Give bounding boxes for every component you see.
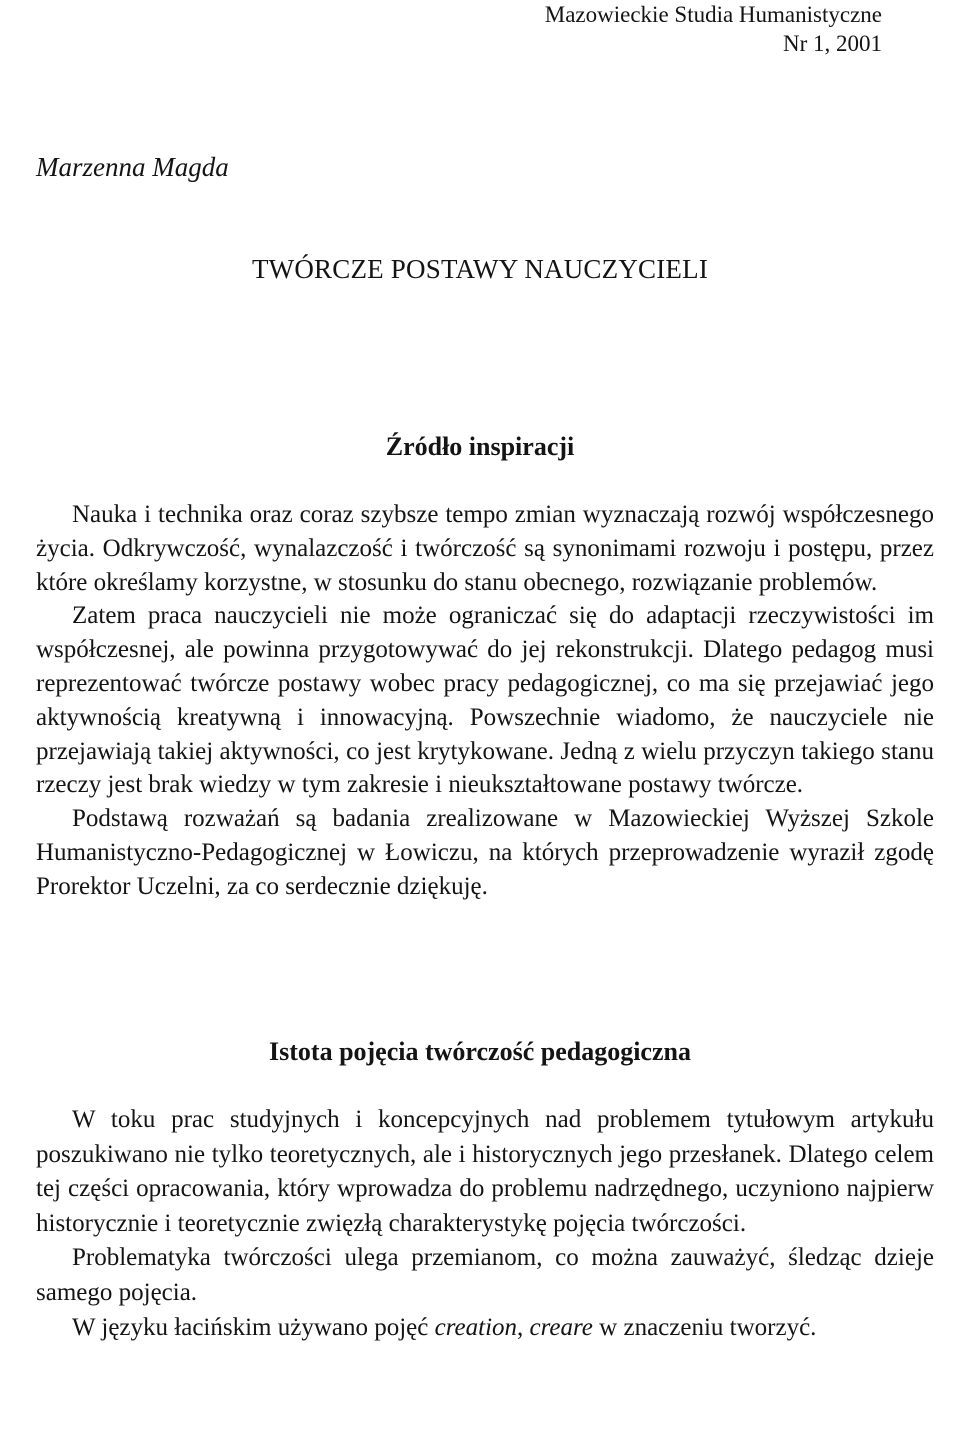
- text-span: W języku łacińskim używano pojęć: [72, 1313, 435, 1341]
- section-heading-inspiration: Źródło inspiracji: [385, 432, 575, 461]
- paragraph: Nauka i technika oraz coraz szybsze tempo zmian wyznaczają rozwój współczesnego życia. Odkrywczość, wynalazczość i twórczość są synonimami rozwoju i postępu, przez które określamy korzystne, w stosunku do stanu obecnego, rozwiązanie problemów.: [36, 501, 934, 596]
- text-span: w znaczeniu tworzyć.: [592, 1313, 817, 1341]
- paragraph: Podstawą rozważań są badania zrealizowane w Mazowieckiej Wyższej Szkole Humanistyczno-Pedagogicznej w Łowiczu, na których przeprowadzenie wyraził zgodę Prorektor Uczelni, za co serdecznie dziękuję.: [36, 805, 934, 900]
- paragraph-latin-terms: [36, 1311, 934, 1346]
- latin-term: creare: [529, 1313, 593, 1341]
- latin-term: creation: [434, 1313, 518, 1341]
- paragraph: Problematyka twórczości ulega przemianom, co można zauważyć, śledząc dzieje samego pojęcia.: [36, 1244, 934, 1306]
- journal-name: Mazowieckie Studia Humanistyczne: [544, 2, 882, 27]
- section-body-essence: [36, 1103, 934, 1345]
- paragraph: W toku prac studyjnych i koncepcyjnych nad problemem tytułowym artykułu poszukiwano nie tylko teoretycznych, ale i historycznych jego przesłanek. Dlatego celem tej części opracowania, który wprowadza do problemu nadrzędnego, uczyniono najpierw historycznie i teoretycznie zwięzłą charakterystykę pojęcia twórczości.: [36, 1106, 934, 1237]
- section-body-inspiration: [36, 498, 934, 904]
- article-author: Marzenna Magda: [36, 152, 229, 182]
- journal-issue: Nr 1, 2001: [782, 31, 882, 56]
- journal-header: [545, 0, 882, 58]
- paragraph: Zatem praca nauczycieli nie może ograniczać się do adaptacji rzeczywistości im współczesnej, ale powinna przygotowywać do jej rekonstrukcji. Dlatego pedagog musi reprezentować twórcze postawy wobec pracy pedagogicznej, co ma się przejawiać jego aktywnością kreatywną i innowacyjną. Powszechnie wiadomo, że nauczyciele nie przejawiają takiej aktywności, co jest krytykowane. Jedną z wielu przyczyn takiego stanu rzeczy jest brak wiedzy w tym zakresie i nieukształtowane postawy twórcze.: [36, 602, 934, 799]
- text-span: ,: [517, 1313, 530, 1341]
- section-heading-essence: Istota pojęcia twórczość pedagogiczna: [269, 1037, 691, 1066]
- article-title: TWÓRCZE POSTAWY NAUCZYCIELI: [251, 254, 709, 284]
